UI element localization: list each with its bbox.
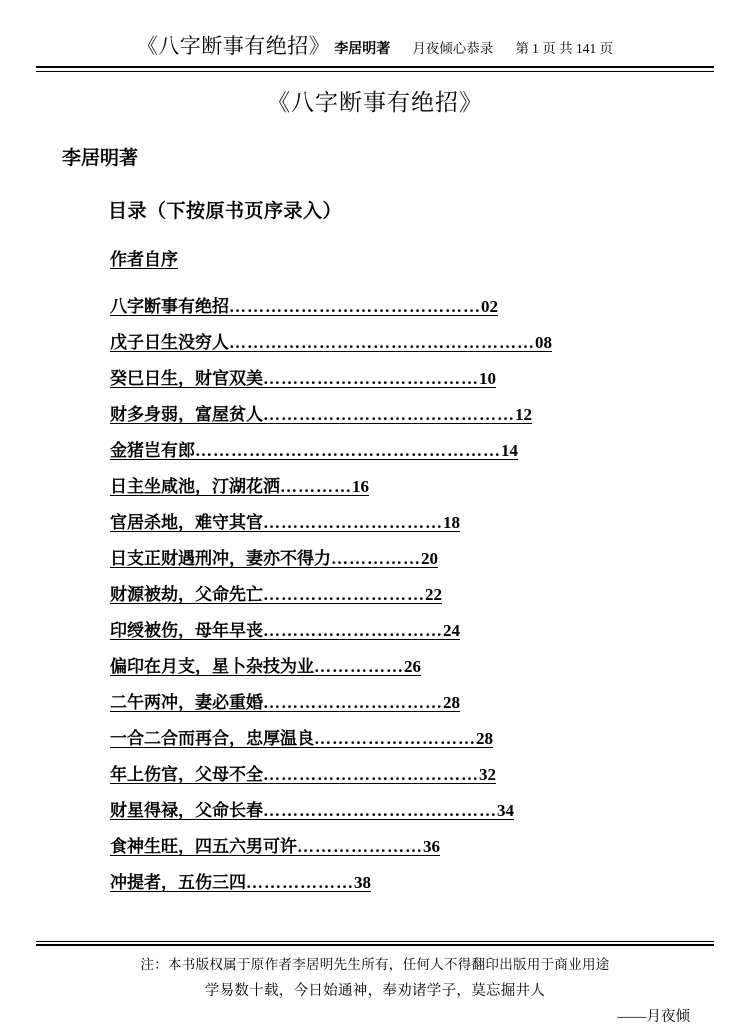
toc-entry-label: 癸巳日生，财官双美 [110,369,263,388]
toc-entry-dots: ……………………………… [263,765,479,784]
header-recorder: 月夜倾心恭录 [412,41,494,56]
toc-entry[interactable] [110,514,460,531]
toc-entry-label: 财多身弱，富屋贫人 [110,405,263,424]
header-page-info: 第 1 页 共 141 页 [515,41,614,56]
footer-signature: ——月夜倾 [617,1009,690,1025]
toc-entry-label: 一合二合而再合，忠厚温良 [110,729,314,748]
toc-entry-label: 八字断事有绝招 [110,297,229,316]
list-item [0,856,750,892]
toc-entry-dots: …………… [314,657,404,676]
toc-entry[interactable] [110,442,518,459]
list-item [0,820,750,856]
toc-entry-label: 冲提者，五伤三四 [110,873,246,892]
toc-entry-label: 日支正财遇刑冲，妻亦不得力 [110,549,331,568]
toc-entry-page: 08 [535,333,552,352]
toc-entry-dots: ……………… [246,873,354,892]
list-item [0,532,750,568]
list-item [0,280,750,316]
list-item [0,712,750,748]
toc-entry-dots: ………………………… [263,621,443,640]
toc-entry[interactable] [110,334,552,351]
list-item [0,388,750,424]
toc-entry-dots: ………………… [297,837,423,856]
list-item [0,352,750,388]
toc-entry-label: 金猪岂有郎 [110,441,195,460]
document-author: 李居明著 [62,148,139,169]
toc-entry[interactable] [110,838,440,855]
toc-entry-dots: ……………………………… [263,369,479,388]
toc-entry-label: 财星得禄，父命长春 [110,801,263,820]
toc-entry-page: 10 [479,369,496,388]
toc-entry-page: 28 [476,729,493,748]
header-divider [36,66,714,72]
toc-entry[interactable] [110,406,532,423]
toc-entry[interactable] [110,802,514,819]
toc-entry[interactable] [110,370,496,387]
toc-entry[interactable] [110,550,438,567]
toc-entry-page: 02 [481,297,498,316]
toc-entry-label: 官居杀地，难守其官 [110,513,263,532]
toc-entry-label: 年上伤官，父母不全 [110,765,263,784]
toc-entry-dots: …………………………………………… [195,441,501,460]
toc-entry[interactable] [110,694,460,711]
toc-entry-label: 二午两冲，妻必重婚 [110,693,263,712]
toc-entry-page: 22 [425,585,442,604]
toc-entry-label: 印绶被伤，母年早丧 [110,621,263,640]
copyright-note [0,953,750,973]
list-item [0,784,750,820]
toc-entry-label: 戊子日生没穷人 [110,333,229,352]
list-item [0,604,750,640]
toc-entry-dots: ………… [280,477,352,496]
toc-entry-dots: …………………………………………… [229,333,535,352]
toc-entry-page: 36 [423,837,440,856]
toc-entry-dots: …………………………………… [263,405,515,424]
toc-entry-page: 28 [443,693,460,712]
list-item [0,676,750,712]
toc-entry-page: 38 [354,873,371,892]
footer-verse: 学易数十载，今日始通神，奉劝诸学子，莫忘掘井人 [204,983,546,999]
header-book-title: 《八字断事有绝招》 [136,34,331,58]
toc-entry-dots: ………………………… [263,693,443,712]
toc-entry[interactable] [110,730,493,747]
toc-entry[interactable] [110,874,371,891]
toc-entry-page: 16 [352,477,369,496]
toc-entry[interactable] [110,298,498,315]
footer-divider [36,941,714,946]
toc-item-preface[interactable]: 作者自序 [110,250,178,269]
toc-entry-dots: ………………………… [263,513,443,532]
toc-list [0,280,750,892]
toc-entry-page: 24 [443,621,460,640]
toc-entry-page: 32 [479,765,496,784]
header-author: 李居明著 [334,42,391,57]
toc-entry-page: 18 [443,513,460,532]
toc-entry[interactable] [110,658,421,675]
list-item [0,640,750,676]
toc-entry-dots: ……………………… [263,585,425,604]
list-item [0,568,750,604]
page-header [0,0,750,60]
toc-entry[interactable] [110,766,496,783]
toc-entry[interactable] [110,622,460,639]
list-item [0,424,750,460]
toc-entry-page: 20 [421,549,438,568]
toc-entry[interactable] [110,478,369,495]
toc-entry-page: 34 [497,801,514,820]
toc-entry-page: 14 [501,441,518,460]
toc-entry-dots: …………… [331,549,421,568]
list-item [0,316,750,352]
toc-entry-dots: ………………………………… [263,801,497,820]
toc-entry-dots: …………………………………… [229,297,481,316]
page-title: 《八字断事有绝招》 [267,90,483,115]
toc-entry-dots: ……………………… [314,729,476,748]
list-item [0,460,750,496]
list-item [0,748,750,784]
toc-entry-label: 食神生旺，四五六男可许 [110,837,297,856]
toc-entry-label: 日主坐咸池，汀湖花洒 [110,477,280,496]
page-footer [0,941,750,1026]
note-text: 本书版权属于原作者李居明先生所有，任何人不得翻印出版用于商业用途 [168,957,610,972]
toc-entry-page: 12 [515,405,532,424]
toc-entry-label: 偏印在月支，星卜杂技为业 [110,657,314,676]
toc-entry-page: 26 [404,657,421,676]
toc-entry-label: 财源被劫，父命先亡 [110,585,263,604]
toc-heading: 目录（下按原书页序录入） [108,201,343,222]
note-label: 注： [140,957,168,972]
list-item [0,496,750,532]
toc-entry[interactable] [110,586,442,603]
